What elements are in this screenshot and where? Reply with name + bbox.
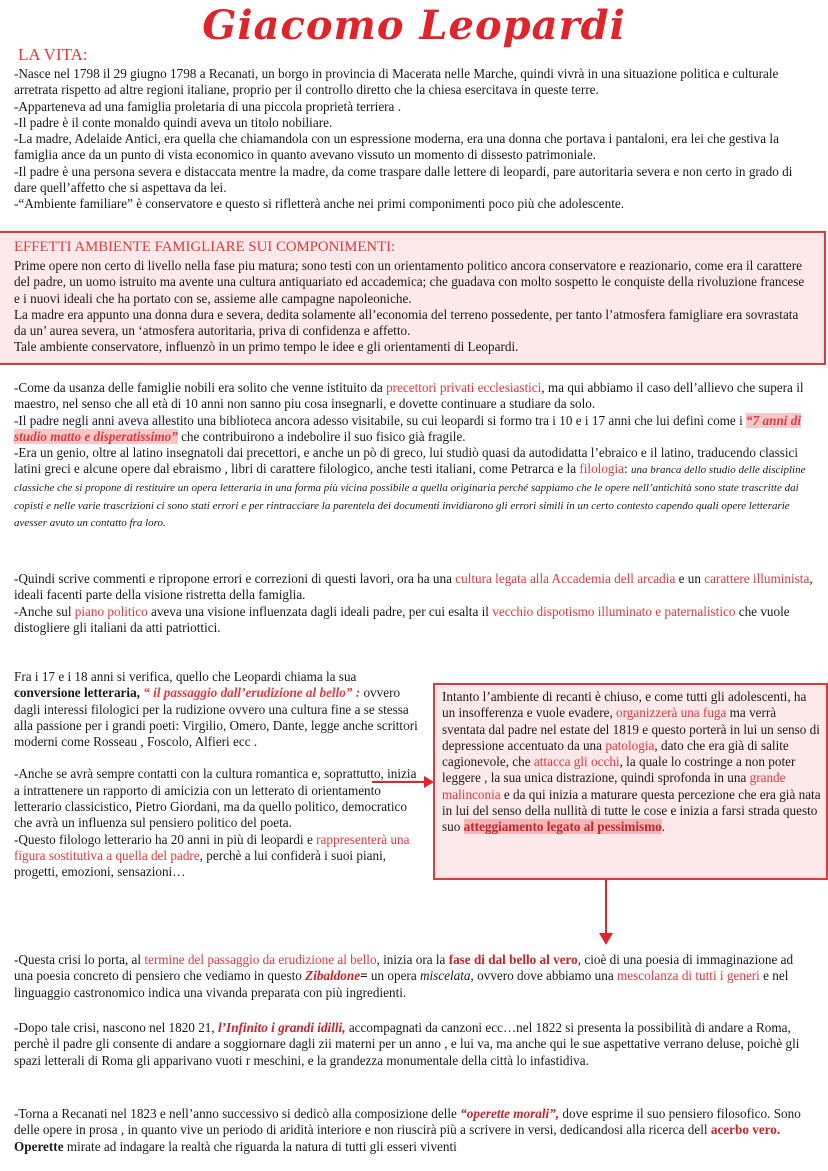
arcadia-section — [14, 571, 814, 636]
vita-line: -Il padre è una persona severa e distaccata mentre la madre, da come traspare dalle lettere di leopardi, pare autoritaria severa e non certo in grado di dare quell’affetto che si aspettava da lei. — [14, 163, 793, 196]
studi-paragraph: -Il padre negli anni aveva allestito una biblioteca ancora adesso visitabile, su cui leopardi si formo tra i 10 e i 17 anni che lui definì come i “7 anni di studio matto e disperatissimo” che contribuirono a indebolire il suo fisico già fragile. — [14, 412, 802, 444]
arcadia-paragraph: -Anche sul piano politico aveva una visione influenzata dagli ideali padre, per cui esalta il vecchio dispotismo illuminato e paternalistico che vuole distogliere gli italiani da atti patriottici. — [14, 603, 790, 635]
filologia-definition: una branca dello studio delle discipline classiche che si propone di restituire un opera letteraria in una forma più vicina possibile a quella originaria perché sappiamo che le opere nell’antichità sono state trascritte dai copisti e nelle varie trascrizioni ci sono stati errori e per rintracciare la parentela dei documenti invidiarono gli errori simili in un certo contesto capendo quali opere letterarie avesser avuto un contatto fra loro. — [14, 464, 806, 530]
effetti-heading: EFFETTI AMBIENTE FAMIGLIARE SUI COMPONIMENTI: — [14, 239, 396, 255]
highlight-quote: “7 anni di studio matto e disperatissimo” — [14, 412, 802, 444]
effetti-paragraph: La madre era appunto una donna dura e severa, dedita solamente all’economia del terreno possedente, per tanto l’atmosfera famigliare era sovrastata da un’ aurea severa, un ‘atmosfera autoritaria, priva di confidenza e affetto. — [14, 306, 799, 339]
arrow-head-icon — [599, 933, 613, 945]
studi-paragraph: -Come da usanza delle famiglie nobili era solito che venne istituito da precettori privati ecclesiastici, ma qui abbiamo il caso dell’allievo che supera il maestro, nel senso che all età di 10 anni non sanno piu cosa insegnarli, e dovette continuare a studiare da solo. — [14, 380, 804, 412]
arrow-down-icon — [605, 880, 607, 934]
arrow-right-icon — [372, 781, 426, 783]
recanati-paragraph: Intanto l’ambiente di recanti è chiuso, e come tutti gli adolescenti, ha un insofferenza e vuole evadere, organizzerà una fuga ma verrà sventata dal padre nel estate del 1819 e questo porterà in lui un senso di depressione accentuato da una patologia, dato che era già di salite cagionevole, che attacca gli occhi, la quale lo costringe a non poter leggere , la sua unica distrazione, quindi sprofonda in una grande malinconia e da qui inizia a maturare questa percezione che era già nata in lui del senso della nullità di tutte le cose e inizia a farsi strada questo suo atteggiamento legato al pessimismo. — [442, 689, 821, 835]
studi-section — [14, 380, 814, 532]
effetti-paragraph: Tale ambiente conservatore, influenzò in un primo tempo le idee e gli orientamenti di Leopardi. — [14, 339, 519, 355]
vero-section — [14, 952, 814, 1001]
studi-paragraph: -Era un genio, oltre al latino insegnatoli dai precettori, e anche un pò di greco, lui studiò quasi da autodidatta l’ebraico e il latino, traducendo classici latini greci e alcune opere dal ebraismo , libri di carattere filologico, anche testi italiani, come Petrarca e la filologia: una branca dello studio delle discipline classiche che si propone di restituire un opera letteraria in una forma più vicina possibile a quella originaria perché sappiamo che le opere nell’antichità sono state trascritte dai copisti e nelle varie trascrizioni ci sono stati errori e per rintracciare la parentela dei documenti invidiarono gli errori simili in un certo contesto capendo quali opere letterarie avesser avuto un contatto fra loro. — [14, 445, 806, 530]
effetti-paragraph: Prime opere non certo di livello nella fase piu matura; sono testi con un orientamento politico ancora conservatore e reazionario, come era il carattere del padre, un uomo istruito ma avente una cultura antiquariato ed accademica; che guadava con molto sospetto le conquiste della rivoluzione francese e i nuovi ideali che ha portato con se, assieme alle campagne napoleoniche. — [14, 258, 805, 306]
arcadia-paragraph: -Quindi scrive commenti e ripropone errori e correzioni di questi lavori, ora ha una cultura legata alla Accademia dell arcadia e un carattere illuminista, ideali facenti parte della visione ristretta della famiglia. — [14, 571, 813, 603]
conversione-paragraph: Fra i 17 e i 18 anni si verifica, quello che Leopardi chiama la sua conversione letteraria, “ il passaggio dall’erudizione al bello” : ovvero dagli interessi filologici per la rudizione ovvero una cultura fine a se stessa alla passione per i grandi poeti: Virgilio, Omero, Dante, legge anche scrittori moderni come Rosseau , Foscolo, Alfieri ecc . — [14, 669, 418, 750]
vita-line: -Nasce nel 1798 il 29 giugno 1798 a Recanati, un borgo in provincia di Macerata nelle Marche, quindi vivrà in una situazione politica e culturale arretrata rispetto ad altre regioni italiane, proprio per il controllo diretto che la chiesa esercitava in queste terre. — [14, 66, 779, 98]
recanati-text — [442, 689, 822, 836]
conversione-paragraph: -Anche se avrà sempre contatti con la cultura romantica e, soprattutto, inizia a intrattenere un rapporto di amicizia con un letterato di orientamento letterario classicistico, Pietro Giordani, ma da quello politico, democratico che avrà un influenza sul pensiero politico del poeta. — [14, 766, 417, 831]
roma-paragraph: -Dopo tale crisi, nascono nel 1820 21, l’Infinito i grandi idilli, accompagnati da canzoni ecc…nel 1822 si presenta la possibilità di andare a Roma, perchè il padre gli consente di andare a soggiornare dagli zii materni per un anno , e lui va, ma anche qui le sue aspettative verrano deluse, poichè gli spazi letterali di Roma gli apparivano vuoti r meschini, e la grandezza monumentale della città lo infastidiva. — [14, 1020, 800, 1068]
roma-section — [14, 1020, 814, 1069]
vita-line: -Apparteneva ad una famiglia proletaria di una piccola proprietà terriera . — [14, 98, 402, 114]
page-title: Giacomo Leopardi — [202, 2, 626, 49]
conversione-paragraph: -Questo filologo letterario ha 20 anni in più di leopardi e rappresenterà una figura sostitutiva a quella del padre, perchè a lui confiderà i suoi piani, progetti, emozioni, sensazioni… — [14, 831, 410, 880]
operette-section — [14, 1106, 814, 1155]
highlight-text: precettori privati ecclesiastici — [386, 380, 542, 395]
effetti-section — [14, 258, 810, 356]
highlight-pessimismo: atteggiamento legato al pessimismo — [463, 819, 662, 835]
vita-line: -“Ambiente familiare” è conservatore e questo si rifletterà anche nei primi componimenti poco più che adolescente. — [14, 196, 625, 212]
conversione-section — [14, 669, 424, 881]
operette-paragraph: -Torna a Recanati nel 1823 e nell’anno successivo si dedicò alla composizione delle “operette morali”, dove esprime il suo pensiero filosofico. Sono delle opere in prosa , in quanto vive un periodo di aridità interiore e non riuscirà più a scrivere in versi, dedicandosi alla ricerca dell acerbo vero. Operette mirate ad indagare la realtà che riguarda la natura di tutti gli esseri viventi — [14, 1106, 801, 1154]
vero-paragraph: -Questa crisi lo porta, al termine del passaggio da erudizione al bello, inizia ora la fase di dal bello al vero, cioè di una poesia di immaginazione ad una poesia concreto di pensiero che vediamo in questo Zibaldone= un opera miscelata, ovvero dove abbiamo una mescolanza di tutti i generi e nel linguaggio castronomico indica una vivanda preparata con più ingredienti. — [14, 952, 794, 1000]
vita-line: -Il padre è il conte monaldo quindi aveva un titolo nobiliare. — [14, 114, 333, 130]
vita-line: -La madre, Adelaide Antici, era quella che chiamandola con un espressione moderna, era una donna che portava i pantaloni, era lei che gestiva la famiglia ance da un punto di vista economico in quanto avevano vissuto un momento di dissesto patrimoniale. — [14, 131, 779, 163]
vita-heading: LA VITA: — [18, 45, 88, 64]
highlight-text: filologia — [579, 461, 625, 477]
vita-section — [14, 66, 814, 213]
